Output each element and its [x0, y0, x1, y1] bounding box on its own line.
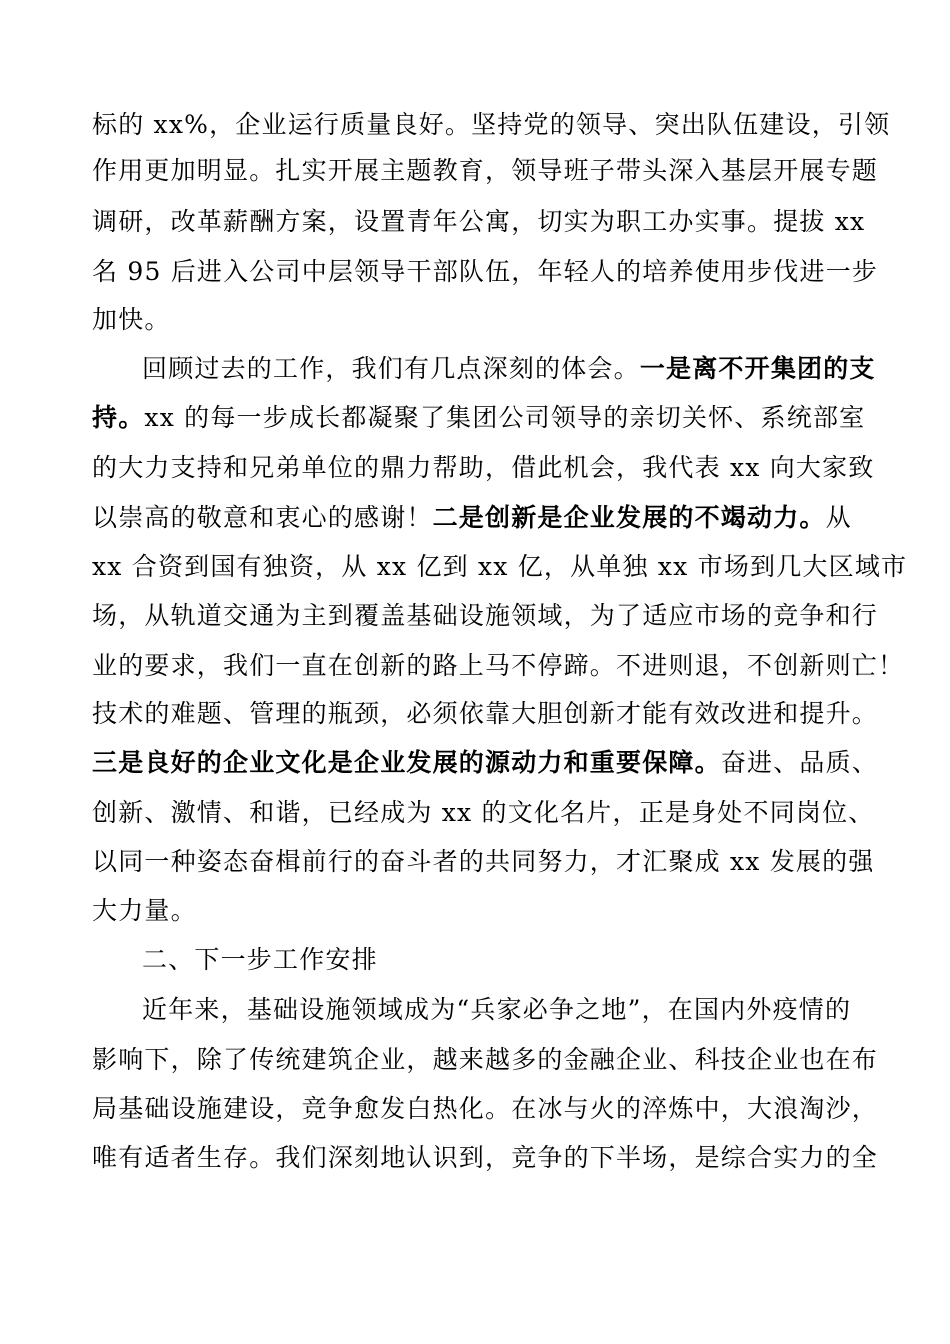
paragraph-2-line-10: 创新、激情、和谐，已经成为 xx 的文化名片，正是身处不同岗位、: [92, 798, 875, 827]
section-heading: 二、下一步工作安排: [142, 945, 378, 974]
paragraph-2-line-4: [92, 493, 852, 543]
paragraph-3-line-2: 影响下，除了传统建筑企业，越来越多的金融企业、科技企业也在布: [92, 1045, 879, 1074]
paragraph-2-bold-point-1-end: 持。: [92, 403, 145, 432]
paragraph-3-line-4: 唯有适者生存。我们深刻地认识到，竞争的下半场，是综合实力的全: [92, 1143, 879, 1172]
paragraph-2-text: 回顾过去的工作，我们有几点深刻的体会。: [142, 354, 640, 383]
paragraph-3-line-3: 局基础设施建设，竞争愈发白热化。在冰与火的淬炼中，大浪淘沙，: [92, 1094, 879, 1123]
paragraph-2-line-1: [142, 344, 876, 394]
paragraph-2-line-3: 的大力支持和兄弟单位的鼎力帮助，借此机会，我代表 xx 向大家致: [92, 453, 875, 482]
paragraph-2-line-9: [92, 738, 878, 788]
paragraph-2-bold-point-2: 二是创新是企业发展的不竭动力。: [432, 503, 826, 532]
paragraph-2-bold-point-3: 三是良好的企业文化是企业发展的源动力和重要保障。: [92, 748, 721, 777]
paragraph-2-line-8: 技术的难题、管理的瓶颈，必须依靠大胆创新才能有效改进和提升。: [92, 699, 879, 728]
paragraph-2-text: 奋进、品质、: [720, 748, 879, 777]
paragraph-2-line-7: 业的要求，我们一直在创新的路上马不停蹄。不进则退，不创新则亡！: [92, 651, 905, 680]
paragraph-2-line-12: 大力量。: [92, 896, 197, 925]
paragraph-1-line-4: 名 95 后进入公司中层领导干部队伍，年轻人的培养使用步伐进一步: [92, 257, 879, 286]
paragraph-2-text: 从: [825, 503, 852, 532]
paragraph-2-line-5: xx 合资到国有独资，从 xx 亿到 xx 亿，从单独 xx 市场到几大区域市: [92, 552, 908, 581]
paragraph-2-bold-point-1: 一是离不开集团的支: [639, 354, 876, 383]
paragraph-1-line-2: 作用更加明显。扎实开展主题教育，领导班子带头深入基层开展专题: [92, 156, 879, 185]
paragraph-2-line-6: 场，从轨道交通为主到覆盖基础设施领域，为了适应市场的竞争和行: [92, 601, 879, 630]
paragraph-1-line-3: 调研，改革薪酬方案，设置青年公寓，切实为职工办实事。提拔 xx: [92, 207, 866, 236]
paragraph-2-text: xx 的每一步成长都凝聚了集团公司领导的亲切关怀、系统部室: [144, 403, 866, 432]
paragraph-2-text: 以崇高的敬意和衷心的感谢！: [92, 503, 433, 532]
paragraph-1-line-1: 标的 xx%，企业运行质量良好。坚持党的领导、突出队伍建设，引领: [92, 110, 891, 139]
paragraph-2-line-11: 以同一种姿态奋楫前行的奋斗者的共同努力，才汇聚成 xx 发展的强: [92, 847, 875, 876]
paragraph-1-line-5: 加快。: [92, 305, 171, 334]
paragraph-2-line-2: [92, 393, 865, 443]
paragraph-3-line-1: 近年来，基础设施领域成为“兵家必争之地”，在国内外疫情的: [142, 995, 852, 1024]
